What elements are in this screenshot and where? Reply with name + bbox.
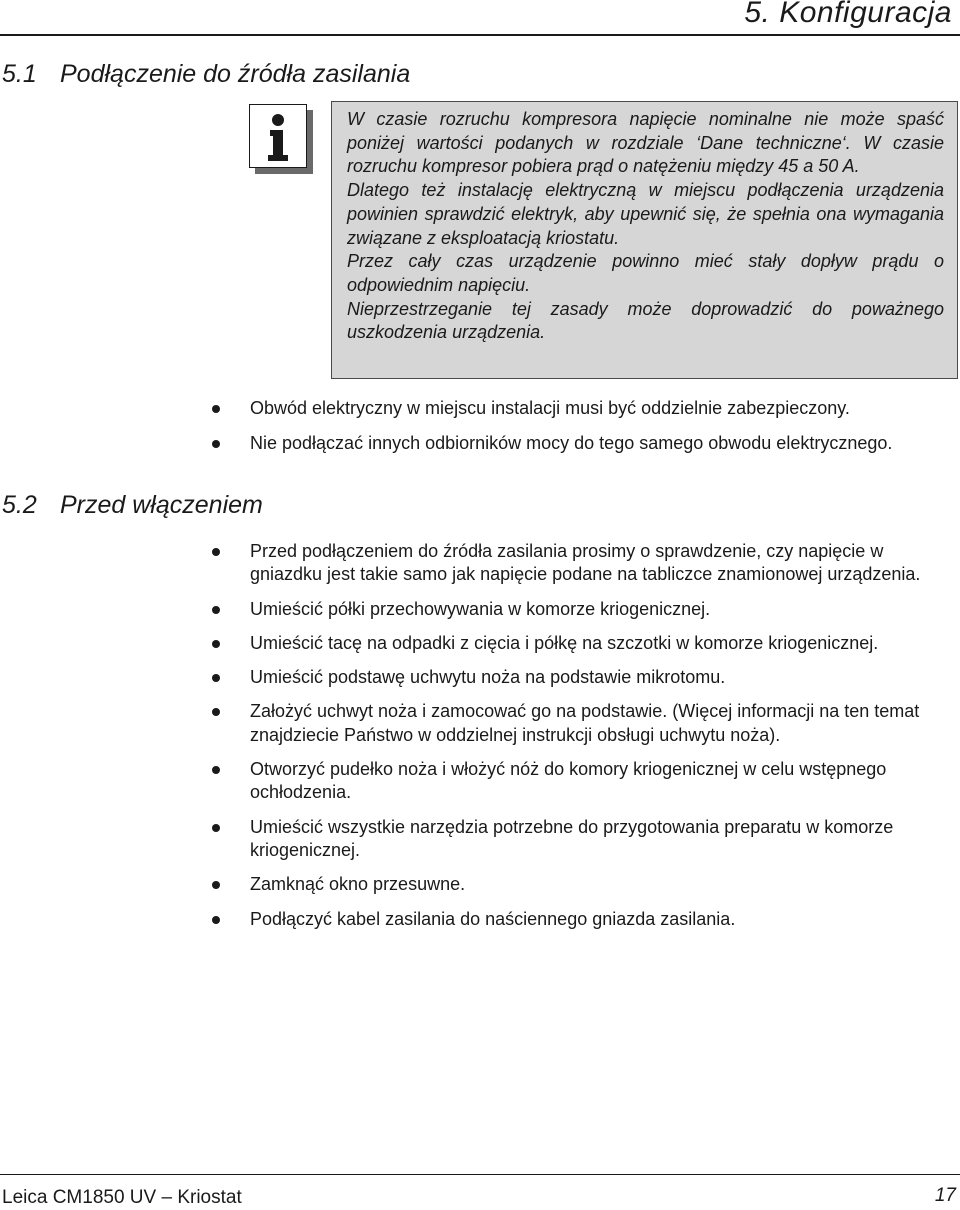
info-glyph xyxy=(250,105,306,167)
list-item: Umieścić półki przechowywania w komorze kriogenicznej. xyxy=(210,598,958,621)
notice-paragraph: Nieprzestrzeganie tej zasady może doprowadzić do poważnego uszkodzenia urządzenia. xyxy=(347,298,944,343)
list-item: Umieścić podstawę uchwytu noża na podstawie mikrotomu. xyxy=(210,666,958,689)
section-title-5-1 xyxy=(2,60,410,89)
notice-paragraph: Dlatego też instalację elektryczną w miejscu podłączenia urządzenia powinien sprawdzić elektryk, aby upewnić się, że spełnia ona wymagania związane z eksploatacją kriostatu. xyxy=(347,180,944,248)
section-number: 5.1 xyxy=(2,60,37,88)
list-item: Umieścić wszystkie narzędzia potrzebne do przygotowania preparatu w komorze kriogenicznej. xyxy=(210,816,958,863)
list-item: Podłączyć kabel zasilania do naściennego gniazda zasilania. xyxy=(210,908,958,931)
list-item: Umieścić tacę na odpadki z cięcia i półkę na szczotki w komorze kriogenicznej. xyxy=(210,632,958,655)
list-item: Obwód elektryczny w miejscu instalacji musi być oddzielnie zabezpieczony. xyxy=(210,397,958,420)
list-item: Nie podłączać innych odbiorników mocy do tego samego obwodu elektrycznego. xyxy=(210,432,958,455)
list-item: Przed podłączeniem do źródła zasilania prosimy o sprawdzenie, czy napięcie w gniazdku jest takie samo jak napięcie podane na tabliczce znamionowej urządzenia. xyxy=(210,540,958,587)
section-number: 5.2 xyxy=(2,491,37,519)
notice-paragraph: Przez cały czas urządzenie powinno mieć stały dopływ prądu o odpowiednim napięciu. xyxy=(347,251,944,295)
list-item: Założyć uchwyt noża i zamocować go na podstawie. (Więcej informacji na ten temat znajdziecie Państwo w oddzielnej instrukcji obsługi uchwytu noża). xyxy=(210,700,958,747)
section-title-text: Podłączenie do źródła zasilania xyxy=(60,60,411,88)
list-item: Zamknąć okno przesuwne. xyxy=(210,873,958,896)
footer-rule xyxy=(0,1174,960,1175)
header-rule xyxy=(0,34,960,36)
footer-product-name: Leica CM1850 UV – Kriostat xyxy=(2,1187,242,1208)
bullet-list-5-2 xyxy=(210,540,958,942)
chapter-title: 5. Konfiguracja xyxy=(744,0,952,29)
info-icon xyxy=(249,104,307,168)
section-title-text: Przed włączeniem xyxy=(60,491,263,519)
notice-paragraph: W czasie rozruchu kompresora napięcie nominalne nie może spaść poniżej wartości podanych w rozdziale ‘Dane techniczne‘. W czasie rozruchu kompresor pobiera prąd o natężeniu między 45 a 50 A. xyxy=(347,109,944,177)
section-title-5-2 xyxy=(2,491,263,520)
page-number: 17 xyxy=(934,1185,956,1206)
list-item: Otworzyć pudełko noża i włożyć nóż do komory kriogenicznej w celu wstępnego ochłodzenia. xyxy=(210,758,958,805)
bullet-list-5-1 xyxy=(210,397,958,468)
notice-box xyxy=(331,101,958,379)
